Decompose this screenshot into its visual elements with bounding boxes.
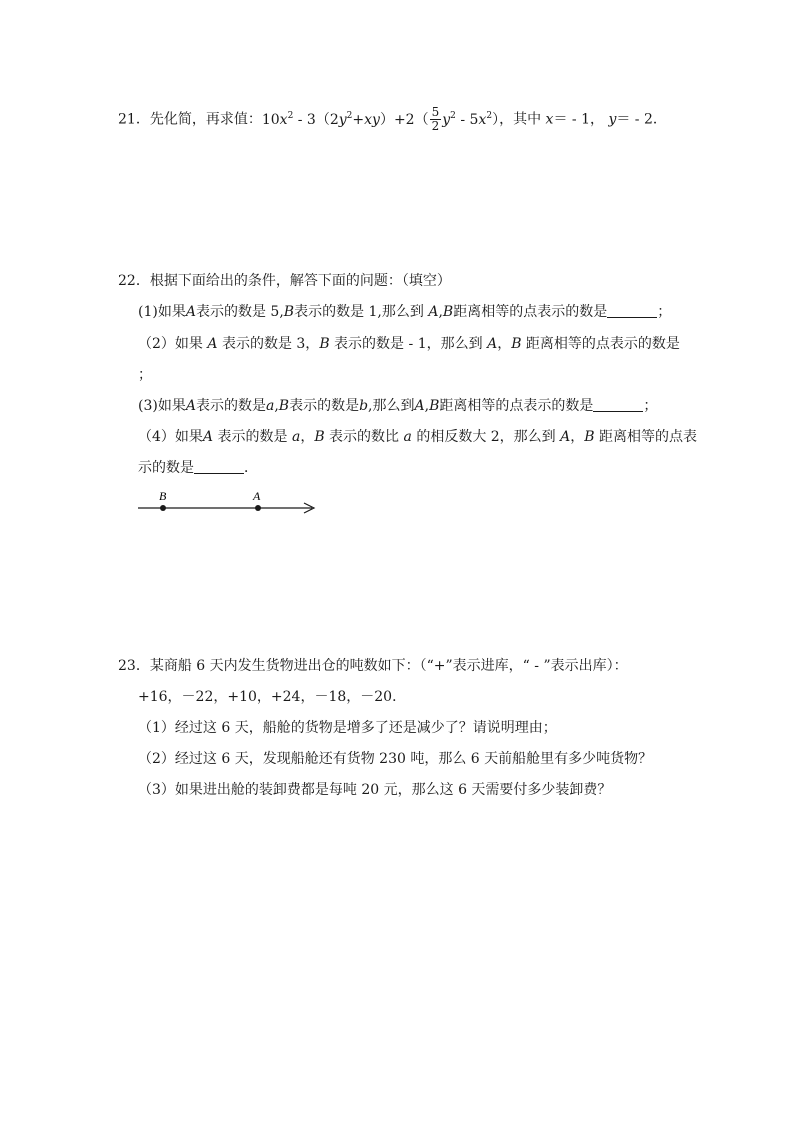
text: 如果 — [157, 398, 186, 414]
q21-line — [118, 106, 667, 133]
answer-blank[interactable] — [607, 303, 657, 318]
text: 表示的数比 — [324, 429, 404, 445]
part-label: （4） — [138, 429, 175, 445]
label-a: A — [253, 489, 261, 503]
q22-part-2 — [138, 333, 680, 353]
cond-value: ＝ - 1， — [553, 111, 604, 128]
q21-number: 21． — [118, 111, 150, 128]
text: , — [424, 398, 430, 414]
text: 的相反数大 2，那么到 — [411, 429, 561, 445]
answer-blank[interactable] — [194, 459, 244, 474]
q23-title — [118, 655, 628, 675]
text: 距离相等的点表示的数是 — [439, 398, 594, 414]
answer-blank[interactable] — [593, 397, 643, 412]
var: A — [202, 429, 214, 445]
q21-condition: ，其中 — [499, 111, 546, 128]
cond-var: x — [545, 111, 554, 128]
text: 如果 — [157, 304, 186, 320]
part-label: （2） — [138, 336, 175, 352]
fraction — [430, 106, 442, 133]
q22-title-text: 根据下面给出的条件，解答下面的问题：（填空） — [149, 273, 451, 289]
q23-sub-3: （3）如果进出舱的装卸费都是每吨 20 元，那么这 6 天需要付多少装卸费？ — [138, 782, 612, 798]
expr-var: x — [478, 111, 487, 128]
text: 表示的数是 3， — [217, 336, 320, 352]
var: B — [584, 429, 595, 445]
var: A — [560, 429, 571, 445]
text: 示的数是 — [138, 460, 194, 476]
var: A — [185, 398, 196, 414]
text: ； — [643, 398, 658, 414]
var: A — [414, 398, 425, 414]
text: 表示的数是 — [213, 429, 292, 445]
text: 表示的数是 — [289, 398, 360, 414]
text: 距离相等的点表 — [594, 429, 698, 445]
text: ， — [300, 429, 315, 445]
point-b — [160, 505, 166, 511]
text: 距离相等的点表示的数是 — [521, 336, 680, 352]
fraction-numerator: 5 — [431, 105, 440, 119]
q22-part-3 — [138, 395, 657, 415]
label-b: B — [159, 489, 167, 503]
expr-part: + — [352, 111, 365, 128]
expr-var: y — [338, 111, 347, 128]
q22-part-4-line2 — [138, 457, 258, 477]
var: A — [207, 336, 218, 352]
expr-part: ） — [492, 111, 500, 128]
part-label: (3) — [138, 398, 158, 414]
expr-part: - 3（2 — [293, 111, 339, 128]
q23-title-text: 某商船 6 天内发生货物进出仓的吨数如下：（“+”表示进库，“ - ”表示出库）： — [149, 658, 628, 674]
var: B — [429, 398, 440, 414]
text: 如果 — [174, 429, 203, 445]
var: b — [359, 398, 369, 414]
text: 表示的数是 1,那么到 — [294, 304, 429, 320]
var: a — [265, 398, 275, 414]
q21-instruction: 先化简，再求值： — [149, 111, 262, 128]
q23-sub-2: （2）经过这 6 天，发现船舱还有货物 230 吨，那么 6 天前船舱里有多少吨货物？ — [138, 751, 653, 767]
text: 表示的数是 5, — [195, 304, 284, 320]
var: B — [442, 304, 454, 320]
q22-part-1 — [138, 301, 671, 321]
var: B — [283, 304, 295, 320]
part-label: (1) — [138, 304, 158, 320]
text: 表示的数是 — [195, 398, 266, 414]
expr-exponent: 2 — [287, 110, 294, 121]
expr-var: x — [279, 111, 288, 128]
var: A — [487, 336, 498, 352]
var: a — [403, 429, 412, 445]
var: a — [291, 429, 301, 445]
q22-part-2-end — [138, 364, 152, 384]
q22-part-4 — [138, 426, 697, 446]
expr-exponent: 2 — [486, 110, 493, 121]
text: ； — [657, 304, 672, 320]
text: , — [274, 398, 279, 414]
var: A — [185, 304, 196, 320]
q23-number: 23． — [118, 658, 150, 674]
q22-title — [118, 270, 451, 290]
text: ,那么到 — [368, 398, 415, 414]
text: 如果 — [174, 336, 208, 352]
fraction-denominator: 2 — [431, 119, 440, 133]
expr-var: xy — [364, 111, 380, 128]
text: ． — [244, 460, 258, 476]
text: ， — [497, 336, 512, 352]
q23-sub-1: （1）经过这 6 天，船舱的货物是增多了还是减少了？请说明理由； — [138, 720, 557, 736]
number-line — [136, 488, 326, 518]
text: ； — [138, 367, 152, 383]
expr-exponent: 2 — [346, 110, 353, 121]
var: B — [319, 336, 330, 352]
expr-part: - 5 — [455, 111, 479, 128]
expr-var: y — [442, 111, 451, 128]
text: , — [438, 304, 443, 320]
q22-number: 22． — [118, 273, 150, 289]
var: A — [428, 304, 439, 320]
cond-value: ＝ - 2． — [616, 111, 667, 128]
text: ， — [570, 429, 585, 445]
text: 距离相等的点表示的数是 — [453, 304, 608, 320]
var: B — [314, 429, 325, 445]
expr-part: ）+2（ — [379, 111, 429, 128]
expr-part: 10 — [261, 111, 280, 128]
q21-expression — [261, 105, 500, 133]
q23-values: +16，－22，+10，+24，－18，－20． — [138, 689, 407, 705]
cond-var: y — [608, 111, 617, 128]
expr-exponent: 2 — [450, 110, 456, 121]
var: B — [511, 336, 522, 352]
text: 表示的数是 - 1，那么到 — [329, 336, 488, 352]
point-a — [255, 505, 261, 511]
var: B — [278, 398, 290, 414]
